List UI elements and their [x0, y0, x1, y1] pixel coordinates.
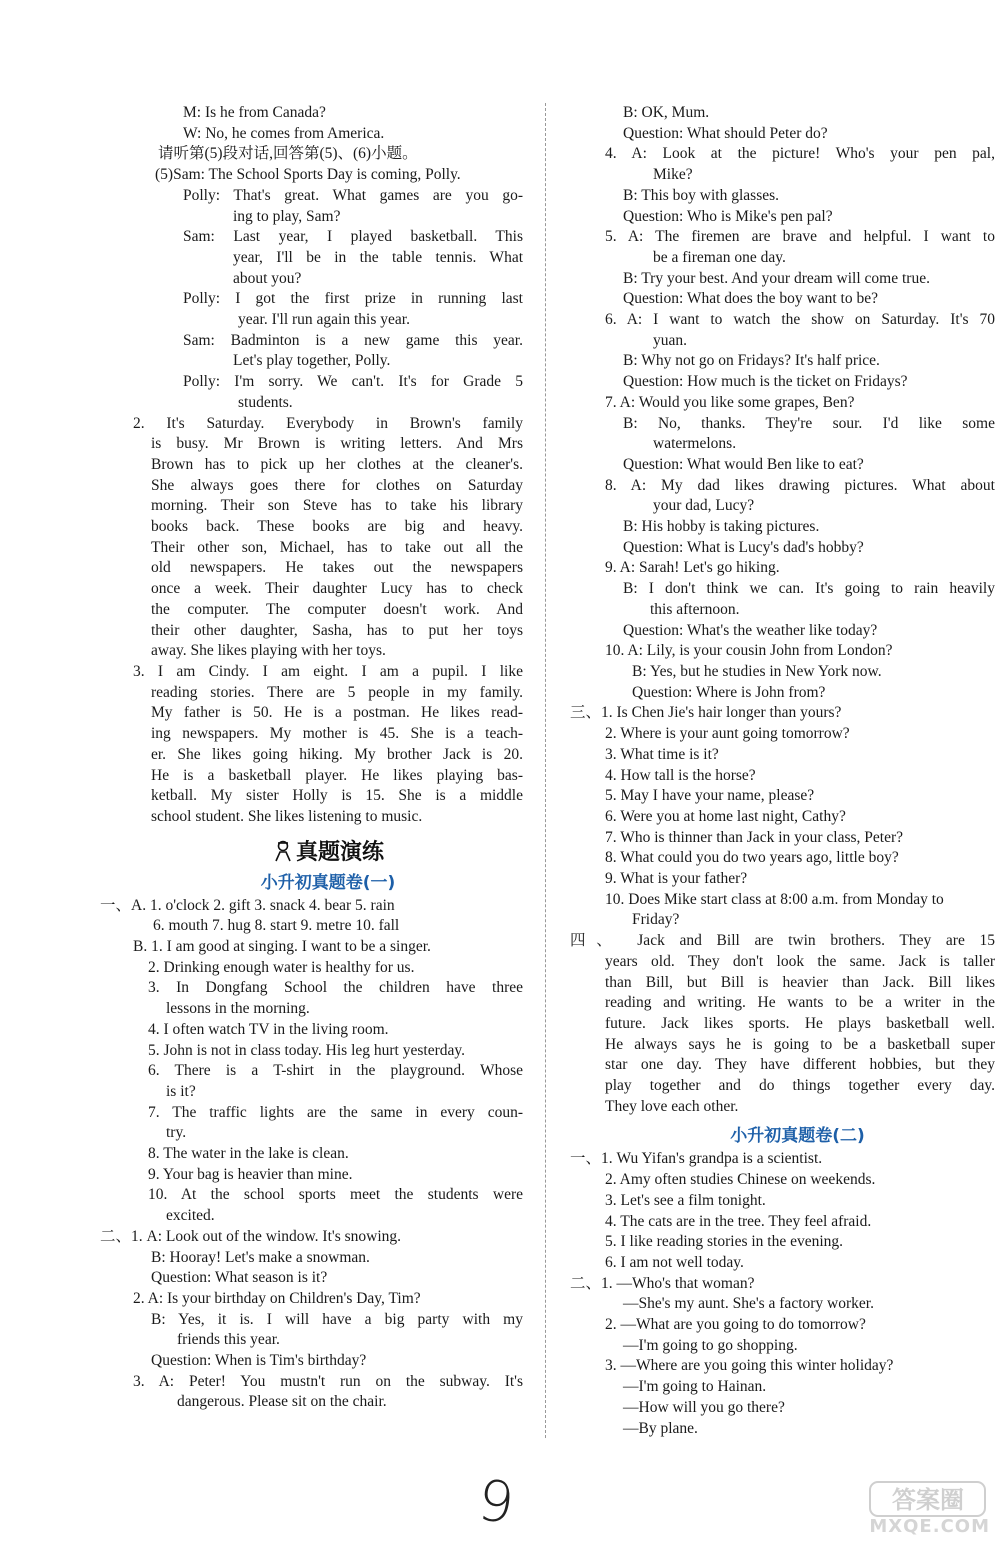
text-line: Question: When is Tim's birthday?	[151, 1352, 367, 1370]
text-line: is it?	[166, 1082, 196, 1100]
text-line: 6. Were you at home last night, Cathy?	[605, 807, 846, 825]
text-line: the computer. The computer doesn't work. And	[151, 600, 523, 618]
text-line: M: Is he from Canada?	[183, 104, 326, 121]
text-line: Question: What would Ben like to eat?	[623, 455, 864, 473]
text-line: play together and do things together every day.	[605, 1077, 995, 1095]
text-line: 8. A: My dad likes drawing pictures. What about	[605, 476, 995, 494]
text-line: about you?	[233, 269, 302, 287]
text-line: 4. A: Look at the picture! Who's your pen pal,	[605, 145, 995, 163]
right-column	[570, 103, 995, 1439]
svg-text:答案圈: 答案圈	[892, 1486, 964, 1514]
text-line: ing to play, Sam?	[233, 207, 341, 225]
text-line: 四、 Jack and Bill are twin brothers. They are 15	[570, 932, 995, 950]
text-line: Question: What's the weather like today?	[623, 621, 878, 639]
text-line: 2. —What are you going to do tomorrow?	[605, 1316, 866, 1334]
text-line: watermelons.	[653, 435, 737, 453]
text-line: 二、1. A: Look out of the window. It's snowing.	[100, 1227, 402, 1245]
text-line: yuan.	[653, 331, 688, 349]
text-line: Polly: That's great. What games are you go-	[183, 186, 523, 204]
paper2-title: 小升初真题卷(二)	[730, 1126, 865, 1147]
page-number: 9	[473, 1467, 518, 1538]
text-line: 8. The water in the lake is clean.	[148, 1145, 349, 1163]
text-line: 10. A: Lily, is your cousin John from London?	[605, 642, 893, 660]
text-line: B: OK, Mum.	[623, 104, 710, 121]
text-line: reading and writing. He wants to be a writer in the	[605, 994, 995, 1012]
text-line: er. She likes going hiking. My brother Jack is 20.	[151, 745, 523, 763]
text-line: Sam: Last year, I played basketball. This	[183, 228, 523, 246]
paper1-answers-continued	[570, 103, 995, 1117]
text-line: 一、A. 1. o'clock 2. gift 3. snack 4. bear 5. rain	[100, 896, 395, 914]
text-line: My father is 50. He is a postman. He likes read-	[151, 704, 523, 722]
text-line: Friday?	[632, 911, 680, 929]
text-line: this afternoon.	[650, 600, 740, 618]
text-line: ing newspapers. My mother is 45. She is a teach-	[151, 725, 523, 743]
text-line: once a week. Their daughter Lucy has to check	[151, 580, 523, 598]
text-line: school student. She likes listening to music.	[151, 807, 423, 825]
text-line: —By plane.	[623, 1419, 698, 1437]
text-line: He always says he is going to be a basketball super	[605, 1035, 995, 1053]
text-line: 3. I am Cindy. I am eight. I am a pupil. I like	[133, 662, 523, 680]
text-line: 3. What time is it?	[605, 745, 719, 763]
column-divider	[545, 103, 546, 1438]
text-line: 7. A: Would you like some grapes, Ben?	[605, 393, 855, 411]
text-line: students.	[238, 393, 293, 411]
text-line: 6. There is a T-shirt in the playground. Whose	[148, 1062, 523, 1080]
answer-logo-icon	[840, 1480, 990, 1520]
text-line: 6. mouth 7. hug 8. start 9. metre 10. fall	[153, 917, 400, 935]
text-line: Polly: I'm sorry. We can't. It's for Grade 5	[183, 373, 523, 391]
text-line: try.	[166, 1124, 187, 1142]
text-line: future. Jack likes sports. He plays basketball well.	[605, 1014, 995, 1032]
text-line: She always goes there for clothes on Saturday	[151, 476, 523, 494]
text-line: 3. Let's see a film tonight.	[605, 1191, 766, 1209]
text-line: —She's my aunt. She's a factory worker.	[623, 1295, 874, 1313]
text-line: B: Yes, it is. I will have a big party with my	[151, 1310, 523, 1328]
text-line: 8. What could you do two years ago, little boy?	[605, 849, 899, 867]
text-line: 10. Does Mike start class at 8:00 a.m. from Monday to	[605, 890, 944, 908]
watermark	[840, 1480, 990, 1540]
text-line: B: I don't think we can. It's going to rain heavily	[623, 580, 995, 598]
text-line: 6. A: I want to watch the show on Saturday. It's 70	[605, 311, 995, 329]
text-line: star one day. They have different hobbies, but they	[605, 1056, 995, 1074]
text-line: 2. A: Is your birthday on Children's Day, Tim?	[133, 1289, 421, 1307]
text-line: Question: How much is the ticket on Fridays?	[623, 373, 908, 391]
text-line: is busy. Mr Brown is writing letters. And Mrs	[151, 435, 523, 453]
text-line: 4. I often watch TV in the living room.	[148, 1020, 389, 1038]
section-title-practice	[133, 836, 523, 870]
text-line: year, I'll be in the table tennis. What	[233, 248, 523, 266]
paper1-answers	[100, 896, 523, 1414]
text-line: B: This boy with glasses.	[623, 186, 780, 204]
text-line: 9. What is your father?	[605, 870, 748, 888]
text-line: 4. How tall is the horse?	[605, 766, 756, 784]
text-line: 二、1. —Who's that woman?	[570, 1274, 755, 1292]
text-line: friends this year.	[177, 1331, 280, 1349]
text-line: their other daughter, Sasha, has to put her toys	[151, 621, 523, 639]
text-line: ketball. My sister Holly is 15. She is a middle	[151, 787, 523, 805]
text-line: 5. May I have your name, please?	[605, 787, 815, 805]
text-line: 3. —Where are you going this winter holiday?	[605, 1357, 894, 1375]
practice-title-text: 真题演练	[295, 839, 384, 865]
text-line: excited.	[166, 1207, 215, 1225]
text-line: Question: Who is Mike's pen pal?	[623, 207, 833, 225]
text-line: B: Why not go on Fridays? It's half price.	[623, 352, 880, 370]
text-line: Question: What should Peter do?	[623, 124, 828, 142]
text-line: B: Hooray! Let's make a snowman.	[151, 1248, 370, 1266]
text-line: 2. Amy often studies Chinese on weekends.	[605, 1171, 876, 1189]
paper1-title: 小升初真题卷(一)	[260, 872, 396, 893]
text-line: your dad, Lucy?	[653, 497, 755, 515]
text-line: 4. The cats are in the tree. They feel afraid.	[605, 1212, 872, 1230]
text-line: 一、1. Wu Yifan's grandpa is a scientist.	[570, 1150, 823, 1168]
text-line: B: Try your best. And your dream will come true.	[623, 269, 930, 287]
text-line: 2. Drinking enough water is healthy for us.	[148, 958, 415, 976]
text-line: Question: Where is John from?	[632, 683, 826, 701]
text-line: They love each other.	[605, 1097, 739, 1115]
text-line: B: Yes, but he studies in New York now.	[632, 662, 882, 680]
text-line: 5. A: The firemen are brave and helpful. I want to	[605, 228, 995, 246]
text-line: W: No, he comes from America.	[183, 124, 385, 142]
text-line: B: His hobby is taking pictures.	[623, 518, 820, 536]
watermark-text: MXQE.COM	[869, 1516, 990, 1537]
text-line: Mike?	[653, 166, 693, 184]
text-line: reading stories. There are 5 people in my family.	[151, 683, 523, 701]
text-line: 9. A: Sarah! Let's go hiking.	[605, 559, 780, 577]
text-line: morning. Their son Steve has to take his library	[151, 497, 523, 515]
text-line: Question: What does the boy want to be?	[623, 290, 878, 308]
text-line: (5)Sam: The School Sports Day is coming, Polly.	[155, 166, 461, 184]
text-line: —I'm going to Hainan.	[623, 1378, 767, 1396]
text-line: 10. At the school sports meet the students were	[148, 1186, 523, 1204]
text-line: years old. They don't look the same. Jack is taller	[605, 952, 995, 970]
text-line: 2. Where is your aunt going tomorrow?	[605, 725, 850, 743]
paper2-answers	[570, 1149, 995, 1439]
text-line: lessons in the morning.	[166, 1000, 310, 1018]
text-line: books back. These books are big and heavy.	[151, 518, 523, 536]
text-line: B: No, thanks. They're sour. I'd like some	[623, 414, 995, 432]
text-line: old newspapers. He takes out the newspapers	[151, 559, 523, 577]
text-line: —How will you go there?	[623, 1398, 785, 1416]
listening-script-section	[133, 103, 523, 828]
text-line: 2. It's Saturday. Everybody in Brown's family	[133, 414, 523, 432]
text-line: Sam: Badminton is a new game this year.	[183, 331, 523, 349]
text-line: than Bill, but Bill is heavier than Jack. Bill likes	[605, 973, 995, 991]
text-line: be a fireman one day.	[653, 248, 786, 266]
text-line: away. She likes playing with her toys.	[151, 642, 386, 660]
text-line: Polly: I got the first prize in running last	[183, 290, 523, 308]
text-line: 7. Who is thinner than Jack in your class, Peter?	[605, 828, 904, 846]
text-line: 5. I like reading stories in the evening.	[605, 1233, 844, 1251]
text-line: 三、1. Is Chen Jie's hair longer than yours?	[570, 704, 842, 722]
text-line: He is a basketball player. He likes playing bas-	[151, 766, 523, 784]
text-line: 5. John is not in class today. His leg hurt yesterday.	[148, 1041, 465, 1059]
text-line: 7. The traffic lights are the same in every coun-	[148, 1103, 523, 1121]
text-line: 请听第(5)段对话,回答第(5)、(6)小题。	[158, 145, 418, 163]
student-icon	[272, 840, 294, 862]
text-line: dangerous. Please sit on the chair.	[177, 1393, 387, 1411]
text-line: Let's play together, Polly.	[233, 352, 391, 370]
text-line: —I'm going to go shopping.	[623, 1336, 798, 1354]
text-line: 3. A: Peter! You mustn't run on the subway. It's	[133, 1372, 523, 1390]
left-column	[100, 103, 523, 1413]
text-line: 9. Your bag is heavier than mine.	[148, 1165, 353, 1183]
text-line: B. 1. I am good at singing. I want to be a singer.	[133, 938, 431, 956]
text-line: Question: What is Lucy's dad's hobby?	[623, 538, 864, 556]
text-line: Brown has to pick up her clothes at the cleaner's.	[151, 455, 523, 473]
text-line: Their other son, Michael, has to take out all the	[151, 538, 523, 556]
text-line: 6. I am not well today.	[605, 1253, 744, 1271]
text-line: 3. In Dongfang School the children have three	[148, 979, 523, 997]
text-line: year. I'll run again this year.	[238, 311, 410, 329]
text-line: Question: What season is it?	[151, 1269, 328, 1287]
